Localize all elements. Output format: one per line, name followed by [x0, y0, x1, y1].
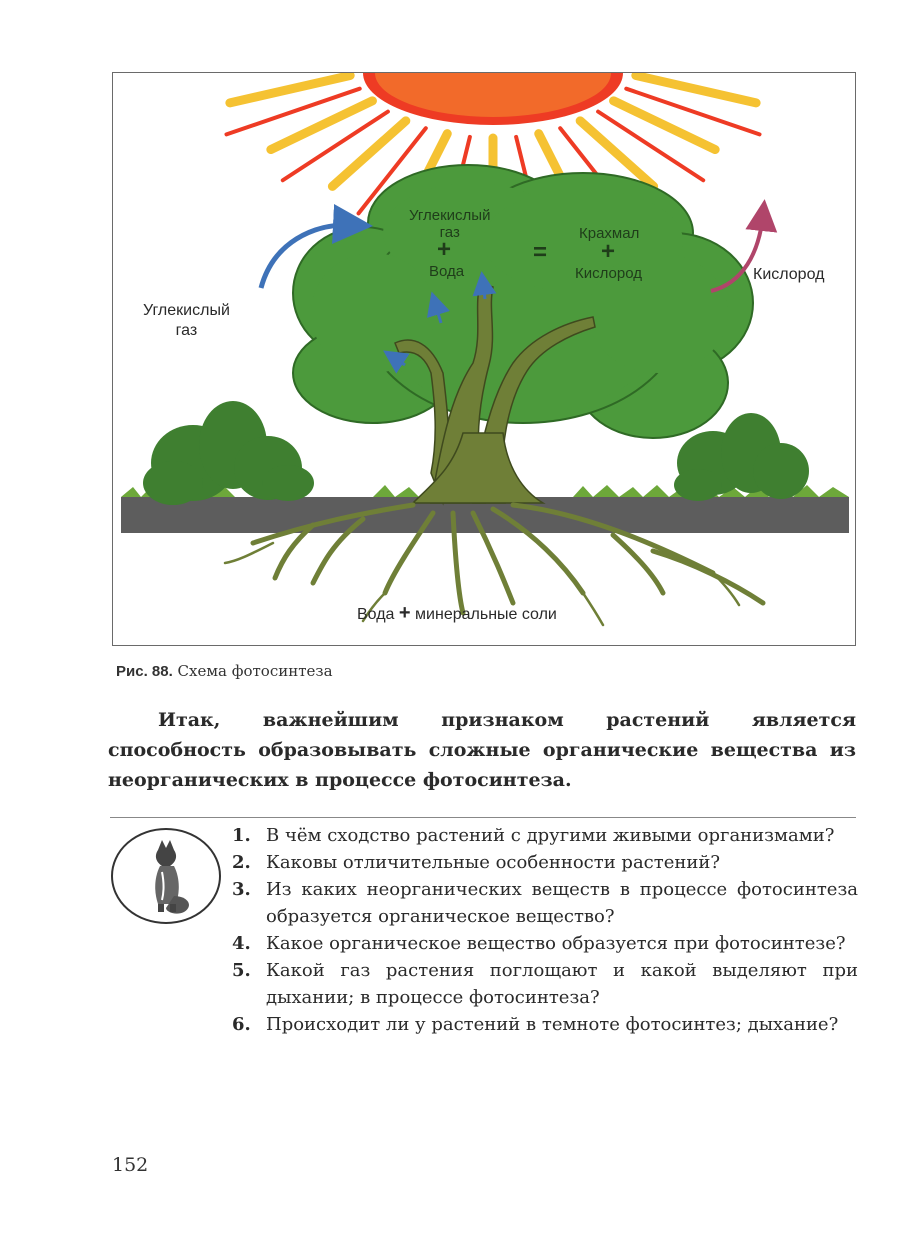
- water-arrow-2: [483, 283, 485, 299]
- question-item: 3. Из каких неорганических веществ в процессе фотосинтеза образуется органическое вещество?: [232, 879, 858, 927]
- page-number: 152: [112, 1154, 149, 1176]
- minerals-label: минеральные соли: [415, 606, 557, 623]
- oxygen-out-label: Кислород: [753, 266, 825, 283]
- figure-caption-text: Схема фотосинтеза: [177, 662, 333, 680]
- equation-plus-right: +: [601, 238, 616, 265]
- question-item: 1. В чём сходство растений с другими живыми организмами?: [232, 825, 835, 846]
- question-item: 4. Какое органическое вещество образуется при фотосинтезе?: [232, 933, 846, 954]
- photosynthesis-figure: [112, 72, 856, 646]
- plus-sign: +: [398, 602, 411, 624]
- question-item: 6. Происходит ли у растений в темноте фотосинтез; дыхание?: [232, 1014, 839, 1035]
- co2-in-label-line1: Углекислый: [143, 302, 230, 319]
- equation-oxygen: Кислород: [575, 265, 642, 282]
- co2-in-label: [143, 301, 230, 341]
- summary-paragraph: Итак, важнейшим признаком растений является способность образовывать сложные органические вещества из неорганических в процессе фотосинтеза.: [108, 709, 856, 791]
- equation-water: Вода: [429, 263, 465, 280]
- water-label: Вода: [357, 606, 395, 623]
- figure-caption-number: Рис. 88.: [116, 663, 173, 680]
- sun-ray: [332, 121, 405, 187]
- equation-starch: Крахмал: [579, 225, 640, 242]
- section-divider: [110, 817, 856, 818]
- equation-plus-left: +: [437, 236, 452, 263]
- fox-emblem-icon: [110, 826, 222, 926]
- equation-co2-line1: Углекислый: [409, 207, 491, 224]
- bush-left: [143, 401, 314, 505]
- sun-ray: [271, 101, 373, 150]
- review-questions: [232, 822, 858, 1038]
- water-minerals-label: [357, 603, 557, 625]
- question-item: 5. Какой газ растения поглощают и какой выделяют при дыхании; в процессе фотосинтеза?: [232, 960, 858, 1008]
- co2-in-label-line2: газ: [175, 322, 198, 339]
- equation-co2-line2: газ: [439, 224, 460, 241]
- equation-equals: =: [533, 239, 548, 266]
- sun-ray: [614, 101, 716, 150]
- photosynthesis-illustration: [113, 73, 856, 646]
- question-item: 2. Каковы отличительные особенности растений?: [232, 852, 721, 873]
- figure-caption: [116, 662, 333, 680]
